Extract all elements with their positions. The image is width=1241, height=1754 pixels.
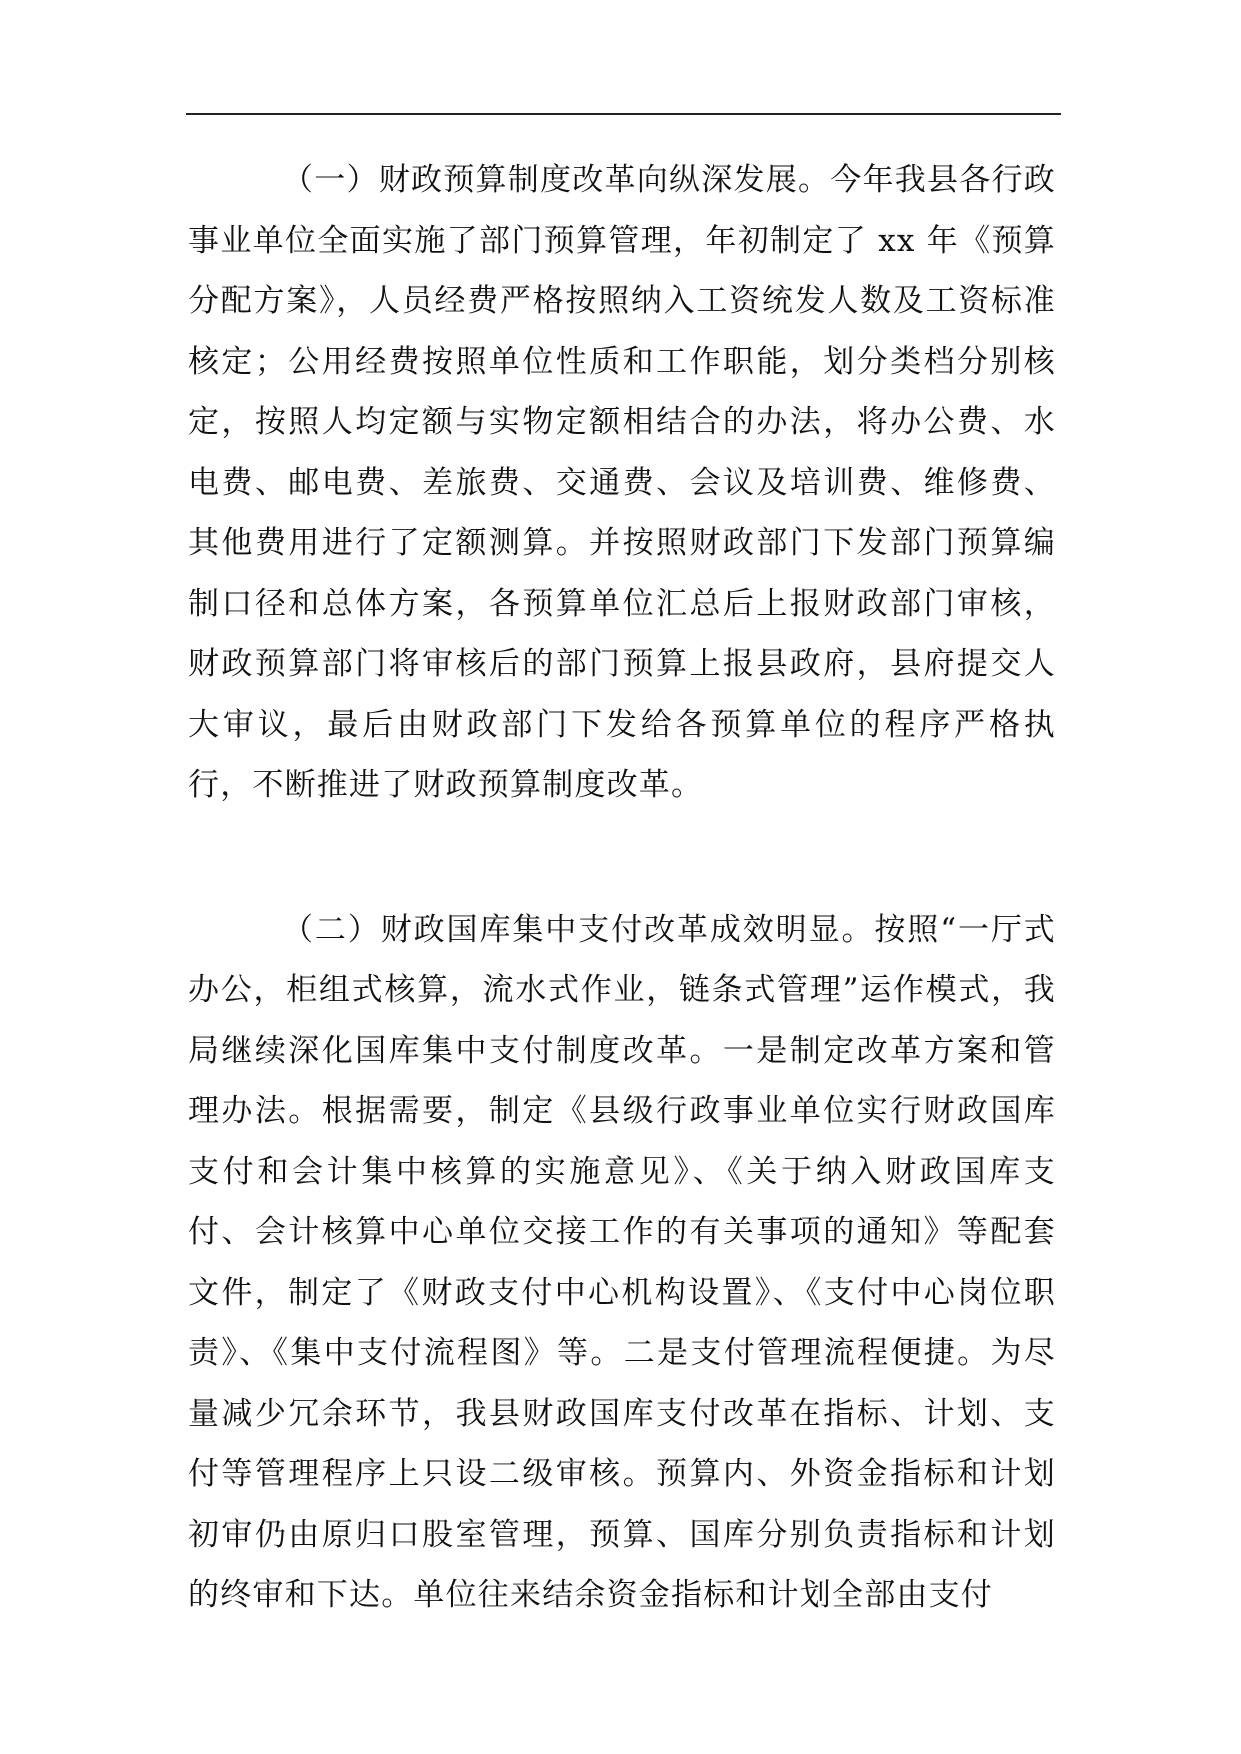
document-body — [188, 150, 1056, 1626]
paragraph-fiscal-budget-reform: （一）财政预算制度改革向纵深发展。今年我县各行政事业单位全面实施了部门预算管理，年初制定了 xx 年《预算分配方案》，人员经费严格按照纳入工资统发人数及工资标准核定；公用经费按照单位性质和工作职能，划分类档分别核定，按照人均定额与实物定额相结合的办法，将办公费、水电费、邮电费、差旅费、交通费、会议及培训费、维修费、其他费用进行了定额测算。并按照财政部门下发部门预算编制口径和总体方案，各预算单位汇总后上报财政部门审核，财政预算部门将审核后的部门预算上报县政府，县府提交人大审议，最后由财政部门下发给各预算单位的程序严格执行，不断推进了财政预算制度改革。 — [188, 162, 1056, 803]
paragraph-treasury-payment-reform: （二）财政国库集中支付改革成效明显。按照“一厅式办公，柜组式核算，流水式作业，链条式管理”运作模式，我局继续深化国库集中支付制度改革。一是制定改革方案和管理办法。根据需要，制定《县级行政事业单位实行财政国库支付和会计集中核算的实施意见》、《关于纳入财政国库支付、会计核算中心单位交接工作的有关事项的通知》等配套文件，制定了《财政支付中心机构设置》、《支付中心岗位职责》、《集中支付流程图》等。二是支付管理流程便捷。为尽量减少冗余环节，我县财政国库支付改革在指标、计划、支付等管理程序上只设二级审核。预算内、外资金指标和计划初审仍由原归口股室管理，预算、国库分别负责指标和计划的终审和下达。单位往来结余资金指标和计划全部由支付 — [188, 911, 1056, 1613]
header-rule — [186, 113, 1061, 115]
